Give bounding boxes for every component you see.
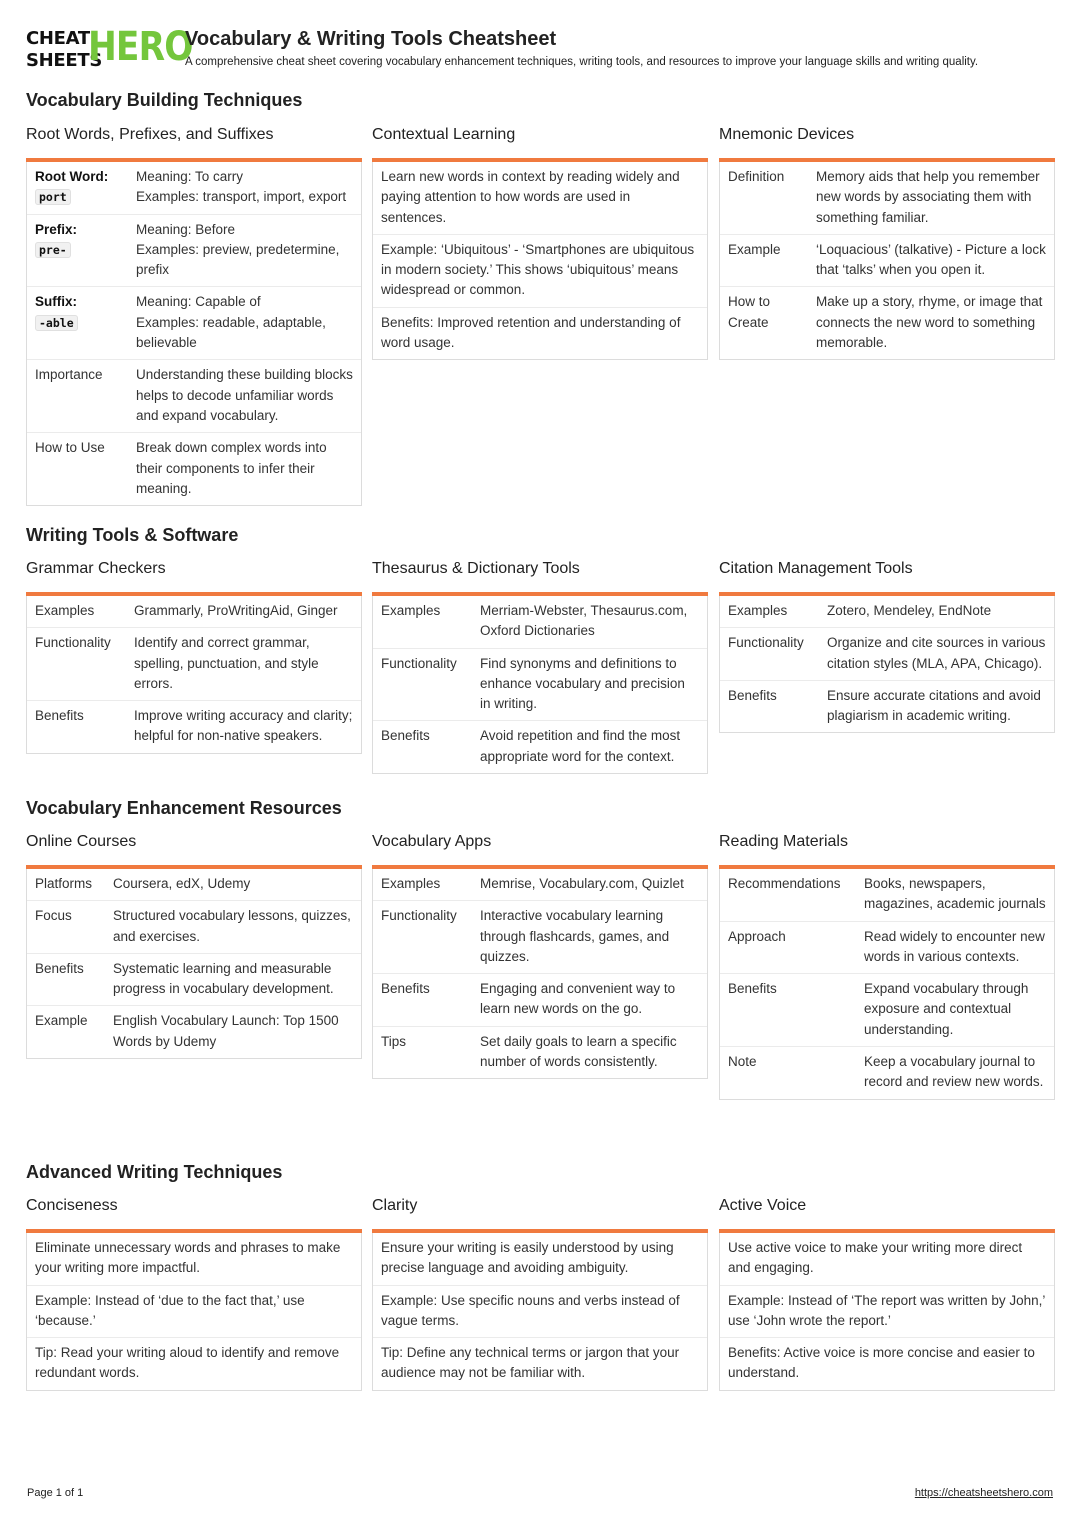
card-table bbox=[26, 1233, 362, 1391]
row-key: Approach bbox=[728, 928, 786, 944]
table-row bbox=[720, 287, 1054, 359]
inline-code: port bbox=[35, 189, 71, 205]
table-row bbox=[373, 869, 707, 901]
row-key: Functionality bbox=[728, 635, 804, 651]
row-key: Functionality bbox=[381, 655, 457, 671]
row-key: Note bbox=[728, 1054, 757, 1070]
card-mnemonic-devices bbox=[719, 124, 1055, 360]
row-value: Coursera, edX, Udemy bbox=[113, 876, 251, 891]
section-title-writing-tools: Writing Tools & Software bbox=[26, 525, 239, 545]
card-title: Active Voice bbox=[719, 1197, 807, 1214]
table-row bbox=[373, 721, 707, 773]
table-row bbox=[373, 974, 707, 1027]
logo-hero: HERO bbox=[88, 24, 193, 70]
table-row: Example: Use specific nouns and verbs instead of vague terms. bbox=[373, 1286, 707, 1339]
logo-line-sheets: SHEETS bbox=[26, 50, 103, 71]
card-title: Contextual Learning bbox=[372, 126, 516, 143]
table-row bbox=[720, 869, 1054, 922]
card-title: Reading Materials bbox=[719, 833, 848, 850]
row-value: Set daily goals to learn a specific number of words consistently. bbox=[480, 1033, 677, 1070]
page-title: Vocabulary & Writing Tools Cheatsheet bbox=[185, 28, 557, 50]
inline-code: pre- bbox=[35, 242, 71, 258]
row-key: Recommendations bbox=[728, 876, 841, 891]
row-value: Find synonyms and definitions to enhance vocabulary and precision in writing. bbox=[480, 655, 685, 712]
table-row bbox=[373, 1027, 707, 1079]
table-row bbox=[27, 433, 361, 505]
table-row bbox=[27, 215, 361, 288]
row-value: Avoid repetition and find the most appropriate word for the context. bbox=[480, 728, 681, 764]
row-key: Benefits bbox=[381, 981, 430, 997]
row-value: Meaning: Capable of Examples: readable, adaptable, believable bbox=[136, 294, 326, 351]
table-row bbox=[720, 628, 1054, 681]
table-row bbox=[720, 596, 1054, 628]
table-row bbox=[373, 649, 707, 722]
card-table bbox=[719, 162, 1055, 360]
card-table bbox=[372, 596, 708, 774]
card-title: Clarity bbox=[372, 1197, 418, 1214]
row-key: Importance bbox=[35, 367, 103, 383]
card-title: Online Courses bbox=[26, 833, 137, 850]
card-table bbox=[372, 162, 708, 360]
table-row bbox=[720, 681, 1054, 733]
table-row bbox=[27, 360, 361, 433]
card-title: Mnemonic Devices bbox=[719, 126, 855, 143]
page-header bbox=[26, 26, 1056, 74]
cheatsheetshero-logo[interactable] bbox=[26, 24, 193, 72]
table-row: Example: Instead of ‘The report was written by John,’ use ‘John wrote the report.’ bbox=[720, 1286, 1054, 1339]
table-row bbox=[27, 869, 361, 901]
row-key: Examples bbox=[381, 876, 441, 891]
card-reading-materials bbox=[719, 831, 1055, 1100]
card-title: Citation Management Tools bbox=[719, 560, 913, 577]
card-grammar-checkers bbox=[26, 558, 362, 754]
table-row bbox=[27, 162, 361, 215]
card-citation-tools bbox=[719, 558, 1055, 733]
row-key: How to Create bbox=[728, 294, 771, 330]
row-value: Improve writing accuracy and clarity; helpful for non-native speakers. bbox=[134, 708, 353, 744]
table-row: Benefits: Active voice is more concise and easier to understand. bbox=[728, 1345, 1035, 1381]
card-clarity bbox=[372, 1195, 708, 1391]
card-table bbox=[719, 1233, 1055, 1391]
table-row bbox=[720, 162, 1054, 235]
row-value: Meaning: To carry Examples: transport, import, export bbox=[136, 169, 347, 205]
card-title: Thesaurus & Dictionary Tools bbox=[372, 560, 580, 577]
card-table bbox=[372, 869, 708, 1079]
row-key: Definition bbox=[728, 169, 785, 184]
table-row bbox=[720, 974, 1054, 1047]
section-title-enhancement-resources: Vocabulary Enhancement Resources bbox=[26, 798, 342, 818]
table-row: Use active voice to make your writing more direct and engaging. bbox=[720, 1233, 1054, 1286]
table-row bbox=[720, 1047, 1054, 1099]
table-row bbox=[27, 1006, 361, 1058]
page-number: Page 1 of 1 bbox=[27, 1487, 84, 1499]
card-table bbox=[26, 869, 362, 1059]
card-conciseness bbox=[26, 1195, 362, 1391]
table-row bbox=[720, 922, 1054, 975]
row-value: ‘Loquacious’ (talkative) - Picture a lock that ‘talks’ when you open it. bbox=[816, 241, 1046, 278]
row-key: Benefits bbox=[35, 708, 84, 724]
table-row: Learn new words in context by reading widely and paying attention to how words are used in sentences. bbox=[373, 162, 707, 235]
table-row bbox=[720, 235, 1054, 288]
row-key: Suffix: -able bbox=[35, 294, 77, 330]
logo-line-cheat: CHEAT bbox=[26, 28, 90, 49]
table-row bbox=[27, 954, 361, 1007]
row-key: How to Use bbox=[35, 440, 105, 456]
card-title: Root Words, Prefixes, and Suffixes bbox=[26, 126, 274, 143]
row-key: Example bbox=[35, 1013, 88, 1029]
card-table bbox=[372, 1233, 708, 1391]
table-row bbox=[27, 901, 361, 954]
table-row bbox=[373, 596, 707, 649]
row-key: Root Word: port bbox=[35, 169, 109, 205]
row-value: Memrise, Vocabulary.com, Quizlet bbox=[480, 876, 684, 891]
row-value: Expand vocabulary through exposure and contextual understanding. bbox=[864, 981, 1029, 1037]
row-key: Benefits bbox=[381, 728, 430, 744]
row-value: Break down complex words into their components to infer their meaning. bbox=[136, 440, 327, 496]
table-row: Tip: Define any technical terms or jargon that your audience may not be familiar with. bbox=[381, 1345, 680, 1381]
row-value: Understanding these building blocks helps to decode unfamiliar words and expand vocabulary. bbox=[136, 367, 353, 423]
row-key: Example bbox=[728, 241, 781, 257]
table-row: Example: ‘Ubiquitous’ - ‘Smartphones are ubiquitous in modern society.’ This shows ‘ubiquitous’ means widespread or common. bbox=[373, 235, 707, 308]
card-table bbox=[26, 596, 362, 754]
row-key: Benefits bbox=[728, 687, 777, 703]
row-key: Functionality bbox=[35, 635, 111, 651]
card-table bbox=[719, 869, 1055, 1100]
row-value: Organize and cite sources in various citation styles (MLA, APA, Chicago). bbox=[827, 635, 1046, 671]
footer-link[interactable]: https://cheatsheetshero.com bbox=[914, 1487, 1053, 1499]
inline-code: -able bbox=[35, 315, 78, 331]
card-title: Grammar Checkers bbox=[26, 560, 166, 577]
row-value: Ensure accurate citations and avoid plagiarism in academic writing. bbox=[827, 687, 1041, 724]
row-key: Functionality bbox=[381, 908, 457, 924]
card-thesaurus-dictionary bbox=[372, 558, 708, 774]
row-key: Platforms bbox=[35, 876, 93, 891]
table-row bbox=[27, 701, 361, 753]
row-key: Prefix: pre- bbox=[35, 221, 78, 257]
card-active-voice bbox=[719, 1195, 1055, 1391]
row-value: English Vocabulary Launch: Top 1500 Words by Udemy bbox=[113, 1013, 339, 1049]
row-key: Examples bbox=[35, 603, 95, 618]
table-row: Ensure your writing is easily understood by using precise language and avoiding ambiguity. bbox=[373, 1233, 707, 1286]
table-row bbox=[27, 287, 361, 360]
section-title-advanced-writing: Advanced Writing Techniques bbox=[26, 1162, 283, 1182]
card-root-words bbox=[26, 124, 362, 506]
row-value: Merriam-Webster, Thesaurus.com, Oxford Dictionaries bbox=[480, 603, 688, 639]
table-row: Eliminate unnecessary words and phrases to make your writing more impactful. bbox=[27, 1233, 361, 1286]
row-value: Engaging and convenient way to learn new words on the go. bbox=[480, 981, 676, 1017]
card-table bbox=[26, 162, 362, 506]
row-key: Examples bbox=[381, 603, 441, 618]
row-value: Grammarly, ProWritingAid, Ginger bbox=[134, 603, 338, 618]
card-title: Vocabulary Apps bbox=[372, 833, 492, 850]
card-table bbox=[719, 596, 1055, 733]
table-row bbox=[373, 901, 707, 974]
card-contextual-learning bbox=[372, 124, 708, 360]
row-key: Benefits bbox=[728, 981, 777, 997]
page-subtitle: A comprehensive cheat sheet covering vocabulary enhancement techniques, writing tools, and resources to improve your language skills and writing quality. bbox=[185, 56, 979, 68]
card-vocabulary-apps bbox=[372, 831, 708, 1079]
row-value: Memory aids that help you remember new words by associating them with something familiar. bbox=[816, 169, 1040, 225]
row-value: Make up a story, rhyme, or image that connects the new word to something memorable. bbox=[816, 294, 1043, 351]
row-key: Tips bbox=[381, 1033, 407, 1049]
row-value: Read widely to encounter new words in various contexts. bbox=[864, 928, 1045, 964]
row-value: Zotero, Mendeley, EndNote bbox=[827, 603, 992, 618]
row-value: Structured vocabulary lessons, quizzes, and exercises. bbox=[113, 908, 351, 944]
row-value: Interactive vocabulary learning through flashcards, games, and quizzes. bbox=[480, 908, 670, 964]
row-value: Identify and correct grammar, spelling, punctuation, and style errors. bbox=[134, 635, 319, 691]
row-value: Books, newspapers, magazines, academic journals bbox=[864, 876, 1046, 912]
card-online-courses bbox=[26, 831, 362, 1059]
row-key: Focus bbox=[35, 908, 72, 924]
table-row bbox=[27, 596, 361, 628]
table-row: Tip: Read your writing aloud to identify and remove redundant words. bbox=[35, 1345, 340, 1381]
card-title: Conciseness bbox=[26, 1197, 118, 1214]
row-key: Examples bbox=[728, 603, 788, 618]
section-title-vocabulary-building: Vocabulary Building Techniques bbox=[26, 90, 303, 110]
row-value: Meaning: Before Examples: preview, predetermine, prefix bbox=[136, 221, 340, 278]
table-row: Example: Instead of ‘due to the fact that,’ use ‘because.’ bbox=[27, 1286, 361, 1339]
table-row: Benefits: Improved retention and understanding of word usage. bbox=[381, 314, 681, 351]
row-key: Benefits bbox=[35, 960, 84, 976]
table-row bbox=[27, 628, 361, 701]
row-value: Keep a vocabulary journal to record and review new words. bbox=[864, 1054, 1044, 1090]
row-value: Systematic learning and measurable progress in vocabulary development. bbox=[113, 960, 334, 997]
